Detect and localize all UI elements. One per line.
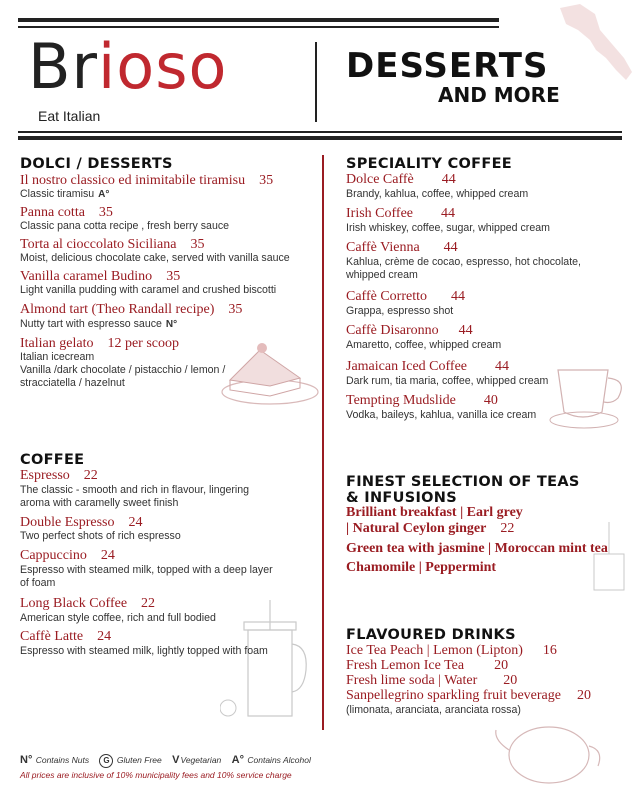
menu-item-name: Espresso 22 bbox=[20, 468, 98, 483]
menu-item-price: 35 bbox=[98, 205, 113, 220]
menu-item-desc: of foam bbox=[20, 577, 56, 589]
price-footnote: All prices are inclusive of 10% municipality fees and 10% service charge bbox=[20, 770, 292, 780]
menu-item-price: 22 bbox=[141, 596, 156, 611]
menu-item-name: Irish Coffee 44 bbox=[346, 206, 455, 221]
menu-item-desc: Dark rum, tia maria, coffee, whipped cream bbox=[346, 375, 549, 387]
legend-veg-label: Vegetarian bbox=[180, 755, 222, 765]
legend-nuts-label: Contains Nuts bbox=[35, 755, 90, 765]
column-divider bbox=[322, 155, 324, 730]
logo-dark-part: Br bbox=[28, 30, 99, 103]
menu-item-desc: Vodka, baileys, kahlua, vanilla ice cream bbox=[346, 409, 537, 421]
alcohol-tag-icon: A° bbox=[98, 189, 110, 200]
menu-item-name: Italian gelato 12 per scoop bbox=[20, 336, 180, 351]
menu-item-name: Almond tart (Theo Randall recipe) 35 bbox=[20, 302, 243, 317]
menu-item-price: 20 bbox=[503, 673, 518, 688]
tea-line: Green tea with jasmine | Moroccan mint tea bbox=[346, 541, 608, 556]
menu-item-desc: whipped cream bbox=[346, 269, 418, 281]
menu-item-desc: American style coffee, rich and full bodied bbox=[20, 612, 216, 624]
menu-item-desc: Irish whiskey, coffee, sugar, whipped cream bbox=[346, 222, 550, 234]
page-title: DESSERTS bbox=[346, 46, 549, 86]
menu-item-price: 44 bbox=[441, 206, 455, 221]
menu-item-price: 20 bbox=[494, 658, 509, 673]
menu-item-desc: Vanilla /dark chocolate / pistacchio / lemon / bbox=[20, 364, 226, 376]
menu-item-name: Fresh Lemon Ice Tea 20 bbox=[346, 658, 509, 673]
logo-accent-part: ioso bbox=[98, 30, 228, 103]
section-title-teas-line2: & INFUSIONS bbox=[346, 490, 457, 506]
menu-item-price: 12 per scoop bbox=[107, 336, 180, 351]
menu-item-price: 24 bbox=[97, 629, 112, 644]
tea-bag-sketch-icon bbox=[588, 520, 632, 600]
brand-logo bbox=[28, 30, 228, 103]
menu-item-name: Torta al cioccolato Siciliana 35 bbox=[20, 237, 205, 252]
menu-item-desc: Amaretto, coffee, whipped cream bbox=[346, 339, 502, 351]
legend-gluten-label: Gluten Free bbox=[116, 755, 162, 765]
menu-item-desc: Nutty tart with espresso sauce N° bbox=[20, 318, 178, 330]
gluten-free-icon: G bbox=[99, 754, 113, 768]
menu-item-desc: aroma with caramelly sweet finish bbox=[20, 497, 179, 509]
menu-item-desc: Espresso with steamed milk, lightly topped with foam bbox=[20, 645, 268, 657]
menu-item-desc: Brandy, kahlua, coffee, whipped cream bbox=[346, 188, 529, 200]
menu-item-desc: Two perfect shots of rich espresso bbox=[20, 530, 181, 542]
header-rule-bottom-thick bbox=[18, 136, 622, 140]
section-title-speciality-coffee: SPECIALITY COFFEE bbox=[346, 156, 512, 172]
menu-item-desc: Classic pana cotta recipe , fresh berry sauce bbox=[20, 220, 230, 232]
brand-tagline: Eat Italian bbox=[38, 108, 101, 124]
menu-item-desc: Kahlua, crème de cocao, espresso, hot chocolate, bbox=[346, 256, 581, 268]
menu-item-price: 22 bbox=[500, 521, 515, 536]
menu-item-name: Caffè Vienna 44 bbox=[346, 240, 458, 255]
menu-item-name: Ice Tea Peach | Lemon (Lipton) 16 bbox=[346, 643, 557, 658]
french-press-sketch-icon bbox=[220, 590, 310, 740]
tea-line: Brilliant breakfast | Earl grey bbox=[346, 505, 523, 520]
menu-item-price: 16 bbox=[542, 643, 557, 658]
menu-item-price: 22 bbox=[83, 468, 98, 483]
menu-item-name: Long Black Coffee 22 bbox=[20, 596, 156, 611]
tea-line: | Natural Ceylon ginger 22 bbox=[346, 521, 515, 536]
nuts-tag-icon: N° bbox=[165, 319, 178, 330]
menu-item-price: 40 bbox=[483, 393, 498, 408]
alcohol-icon: A° bbox=[231, 754, 244, 766]
menu-item-desc: Classic tiramisu A° bbox=[20, 188, 110, 200]
nuts-icon: N° bbox=[20, 754, 33, 766]
section-title-teas: FINEST SELECTION OF TEAS bbox=[346, 474, 580, 490]
menu-item-name: Panna cotta 35 bbox=[20, 205, 113, 220]
menu-item-desc: stracciatella / hazelnut bbox=[20, 377, 125, 389]
menu-item-name: Dolce Caffè 44 bbox=[346, 172, 456, 187]
menu-item-price: 35 bbox=[190, 237, 205, 252]
menu-item-name: Jamaican Iced Coffee 44 bbox=[346, 359, 510, 374]
menu-item-price: 20 bbox=[576, 688, 591, 703]
header-rule-top-thick bbox=[18, 18, 499, 22]
menu-item-desc: (limonata, aranciata, aranciata rossa) bbox=[346, 704, 521, 716]
menu-item-name: Vanilla caramel Budino 35 bbox=[20, 269, 181, 284]
menu-item-name: Sanpellegrino sparkling fruit beverage 20 bbox=[346, 688, 591, 703]
menu-item-desc: The classic - smooth and rich in flavour, lingering bbox=[20, 484, 250, 496]
menu-item-desc: Moist, delicious chocolate cake, served with vanilla sauce bbox=[20, 252, 290, 264]
dietary-legend bbox=[20, 754, 311, 768]
menu-item-name: Cappuccino 24 bbox=[20, 548, 115, 563]
menu-item-name: Fresh lime soda | Water 20 bbox=[346, 673, 518, 688]
header-vertical-divider bbox=[315, 42, 317, 122]
header-rule-top-thin bbox=[18, 26, 499, 28]
menu-item-desc: Italian icecream bbox=[20, 351, 95, 363]
vegetarian-icon: V bbox=[172, 754, 180, 766]
menu-item-name: Caffè Corretto 44 bbox=[346, 289, 465, 304]
header-rule-bottom-thin bbox=[18, 131, 622, 133]
menu-item-price: 24 bbox=[128, 515, 143, 530]
section-title-desserts: DOLCI / DESSERTS bbox=[20, 156, 173, 172]
section-title-flavoured-drinks: FLAVOURED DRINKS bbox=[346, 627, 516, 643]
menu-item-price: 35 bbox=[259, 173, 274, 188]
menu-item-name: Double Espresso 24 bbox=[20, 515, 143, 530]
coffee-cup-sketch-icon bbox=[548, 350, 638, 440]
menu-item-desc: Espresso with steamed milk, topped with a deep layer bbox=[20, 564, 273, 576]
legend-alcohol-label: Contains Alcohol bbox=[247, 755, 311, 765]
menu-item-desc: Light vanilla pudding with caramel and crushed biscotti bbox=[20, 284, 277, 296]
tea-line: Chamomile | Peppermint bbox=[346, 560, 497, 575]
menu-item-name: Caffè Latte 24 bbox=[20, 629, 112, 644]
menu-item-name: Caffè Disaronno 44 bbox=[346, 323, 473, 338]
menu-item-price: 44 bbox=[443, 240, 458, 255]
menu-item-name: Il nostro classico ed inimitabile tiramisu 35 bbox=[20, 173, 274, 188]
page-subtitle: AND MORE bbox=[438, 83, 560, 107]
menu-item-price: 44 bbox=[458, 323, 473, 338]
menu-item-price: 24 bbox=[100, 548, 115, 563]
menu-item-price: 44 bbox=[451, 289, 465, 304]
menu-item-price: 35 bbox=[166, 269, 181, 284]
menu-item-desc: Grappa, espresso shot bbox=[346, 305, 454, 317]
menu-item-name: Tempting Mudslide 40 bbox=[346, 393, 498, 408]
section-title-coffee: COFFEE bbox=[20, 452, 85, 468]
menu-item-price: 44 bbox=[495, 359, 510, 374]
menu-item-price: 44 bbox=[441, 172, 456, 187]
menu-item-price: 35 bbox=[228, 302, 243, 317]
